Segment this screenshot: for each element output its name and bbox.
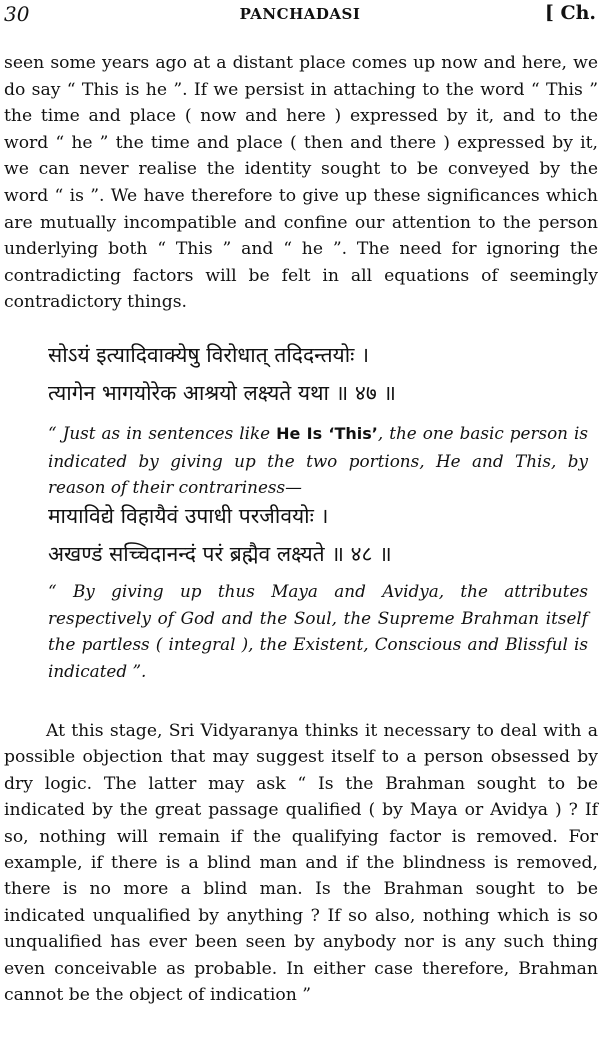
verse-48-line-2: अखण्डं सच्चिदानन्दं परं ब्रह्मैव लक्ष्यते ॥ ४८ ॥ [48, 542, 392, 566]
translation-48: “ By giving up thus Maya and Avidya, the attributes respectively of God and the Soul, the Supreme Brahman itself the partless ( integral ), the Existent, Conscious and Blissful is indicated ”. [48, 581, 588, 681]
verse-47-line-2: त्यागेन भागयोरेक आश्रयो लक्ष्यते यथा ॥ ४७ ॥ [48, 381, 396, 405]
chapter-mark: [ Ch. [544, 2, 596, 24]
page-number: 30 [4, 2, 30, 26]
running-title: PANCHADASI [239, 5, 361, 23]
sanskrit-verse-48 [48, 497, 588, 573]
sanskrit-verse-47 [48, 336, 588, 412]
verse-48-line-1: मायाविद्ये विहायैवं उपाधी परजीवयोः । [48, 504, 329, 528]
translation-47-part-2: , the one basic person is indicated by giving up the two portions, He and This, by reason of their contrariness— [48, 423, 589, 497]
translation-47 [48, 420, 588, 501]
verse-47-line-1: सोऽयं इत्यादिवाक्येषु विरोधात् तदिदन्तयोः । [48, 343, 370, 367]
translation-47-term: He Is ‘This’ [276, 424, 378, 443]
translation-47-part-1: “ Just as in sentences like [48, 423, 271, 443]
body-paragraph-2: At this stage, Sri Vidyaranya thinks it necessary to deal with a possible objection that may suggest itself to a person obsessed by dry logic. The latter may ask “ Is the Brahman sought to be indicated by the great passage qualified ( by Maya or Avidya ) ? If so, nothing will remain if the qualifying factor is removed. For example, if there is a blind man and if the blindness is removed, there is no more a blind man. Is the Brahman sought to be indicated unqualified by anything ? If so also, nothing which is so unqualified has ever been seen by anybody nor is any such thing even conceivable as probable. In either case therefore, Brahman cannot be the object of indication ” [4, 721, 598, 1006]
body-paragraph-1: seen some years ago at a distant place comes up now and here, we do say “ This is he ”. If we persist in attaching to the word “ This ” the time and place ( now and here ) expressed by it, and to the word “ he ” the time and place ( then and there ) expressed by it, we can never realise the identity sought to be conveyed by the word “ is ”. We have therefore to give up these significances which are mutually incompatible and confine our attention to the person underlying both “ This ” and “ he ”. The need for ignoring the contradicting factors will be felt in all equations of seemingly contradictory things. [4, 53, 598, 313]
page-header [4, 2, 596, 28]
